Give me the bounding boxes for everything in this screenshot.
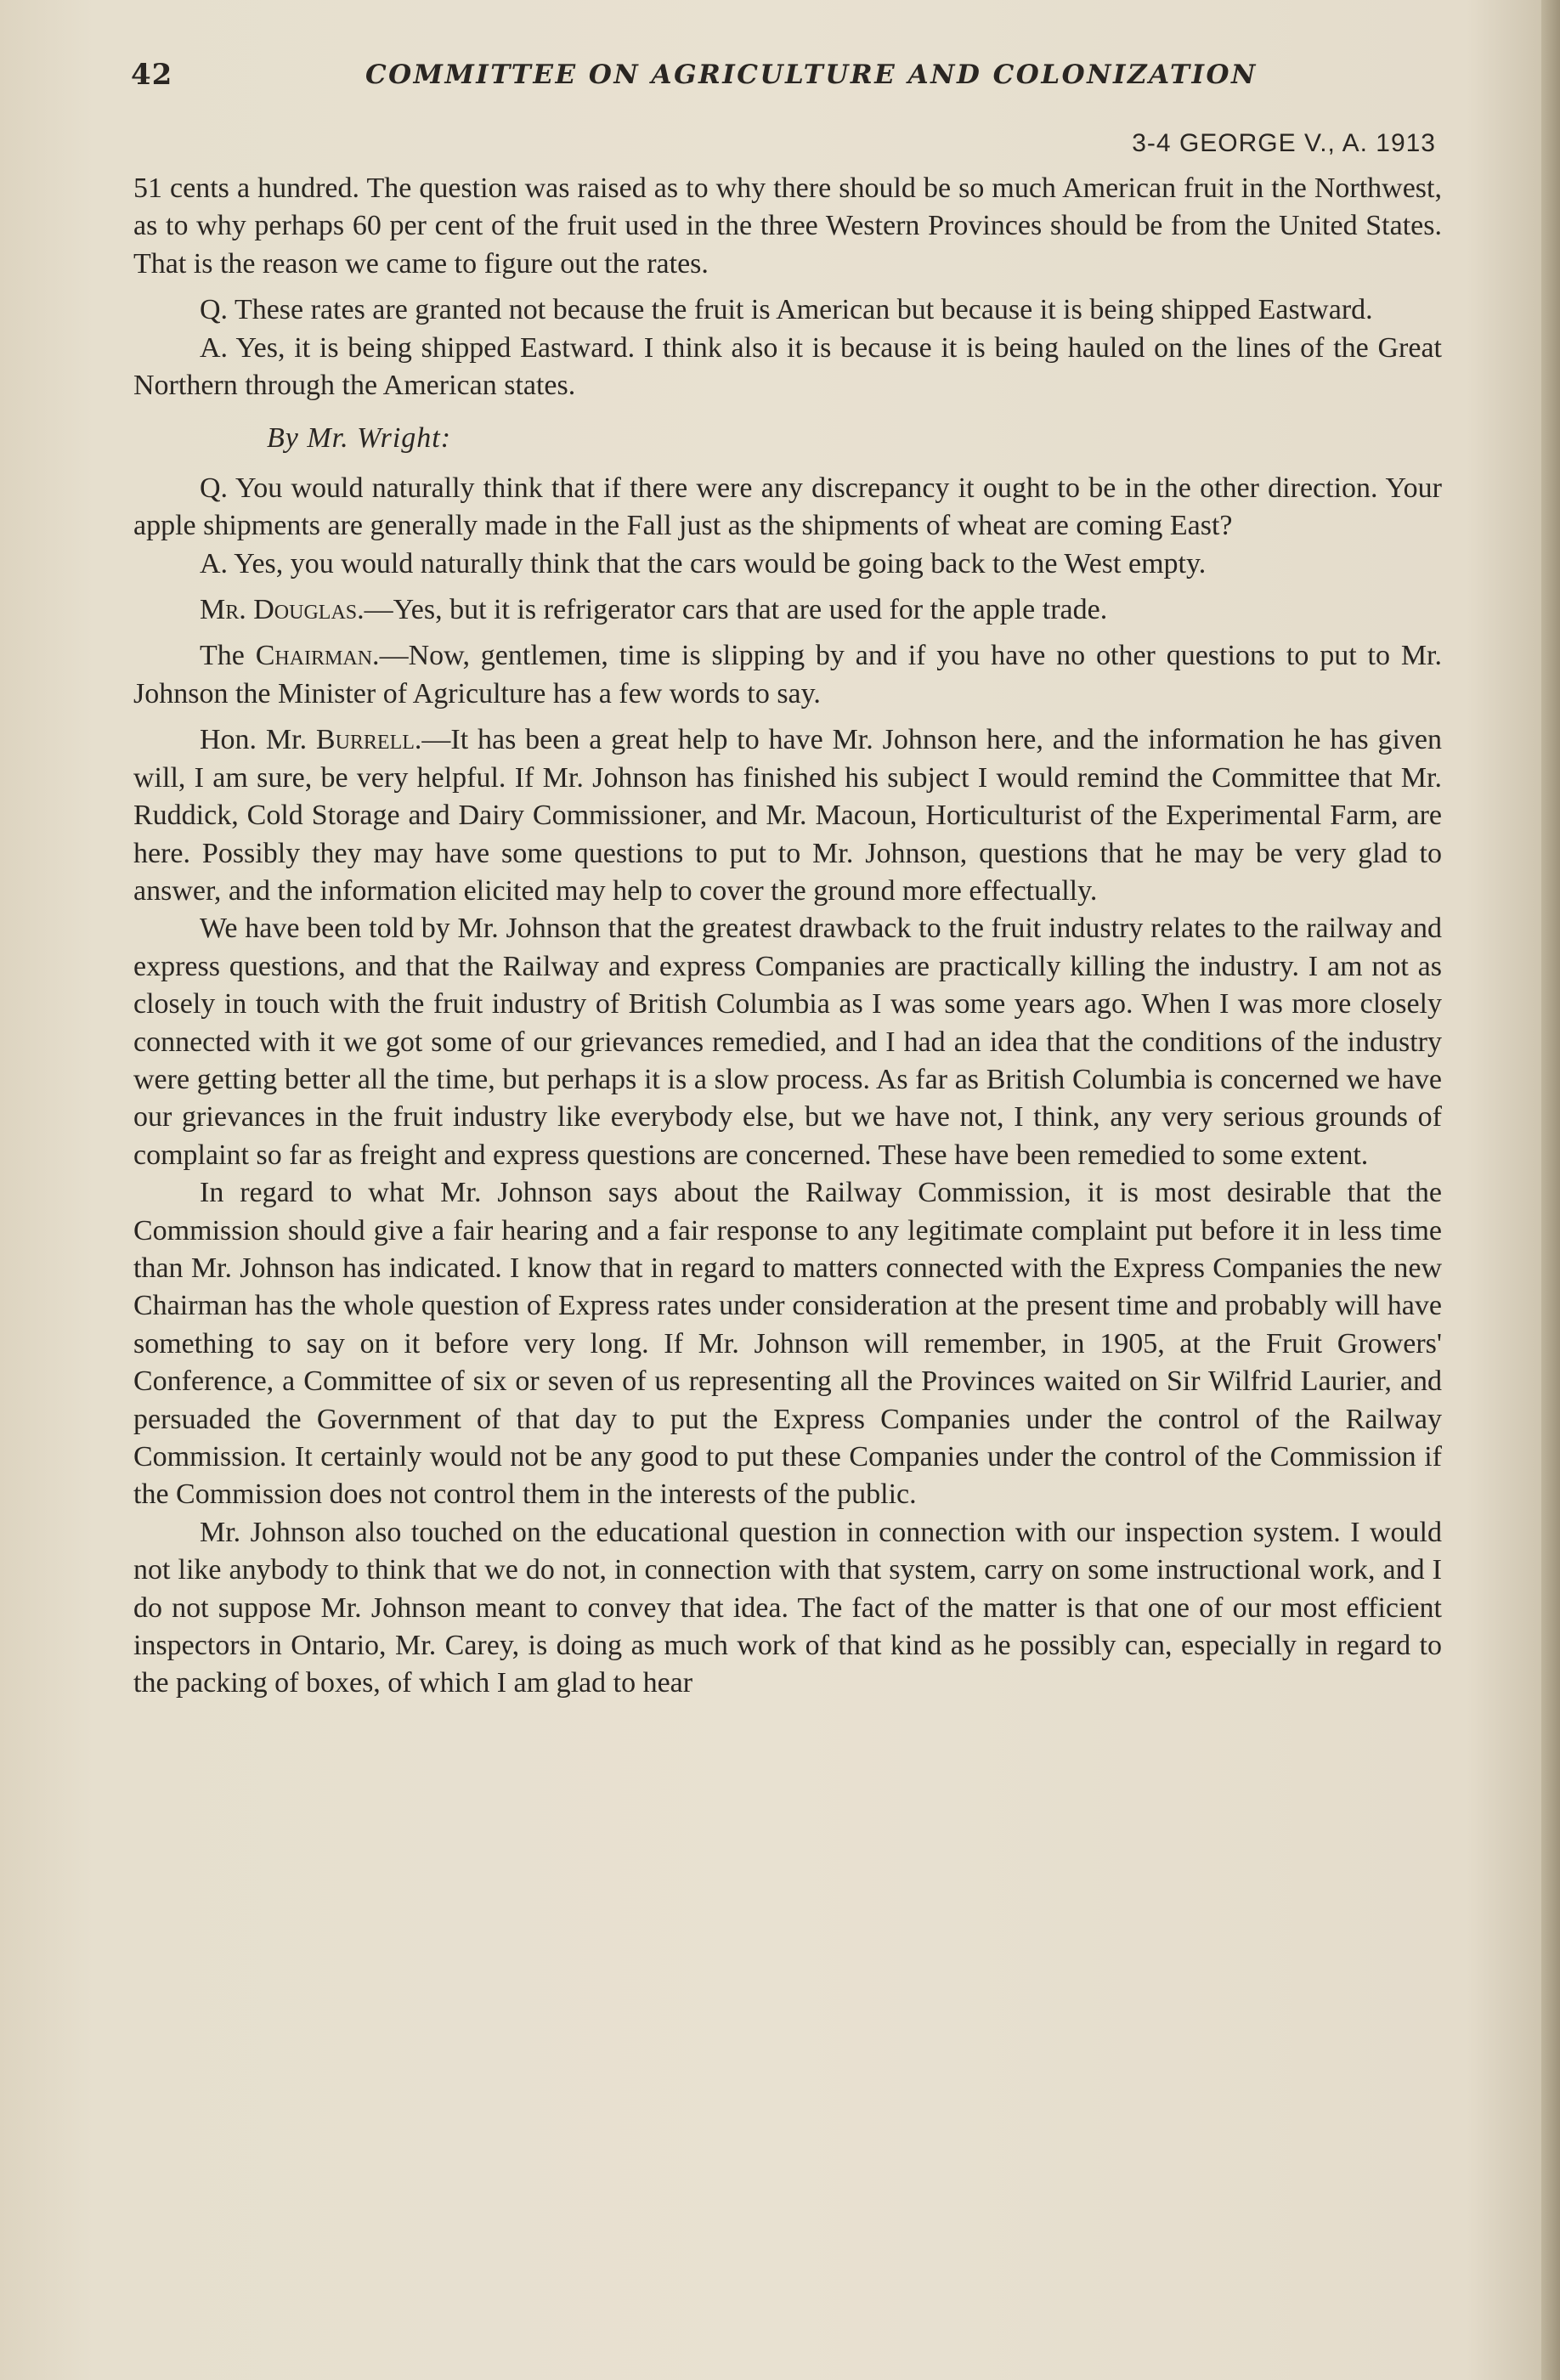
douglas-text: —Yes, but it is refrigerator cars that are used for the apple trade. xyxy=(364,594,1108,626)
speaker-burrell: Burrell. xyxy=(315,724,422,756)
speaker-chairman: Chairman. xyxy=(255,640,380,672)
chairman-remark xyxy=(133,637,1442,713)
page-header xyxy=(127,53,1444,95)
paragraph-drawback: We have been told by Mr. Johnson that the greatest drawback to the fruit industry relates to the railway and express questions, and that the Railway and express Companies are practically killing the industry. I am not as closely in touch with the fruit industry of British Columbia as I was some years ago. When I was more closely connected with it we got some of our grievances remedied, and I had an idea that the conditions of the industry were getting better all the time, but perhaps it is a slow process. As far as British Columbia is concerned we have our grievances in the fruit industry like everybody else, but we have not, I think, any very serious grounds of complaint so far as freight and express questions are concerned. These have been remedied to some extent. xyxy=(133,913,1442,1171)
speaker-douglas: Mr. Douglas. xyxy=(200,594,365,626)
chairman-prefix: The xyxy=(200,640,256,672)
douglas-remark xyxy=(133,591,1442,629)
page-body xyxy=(133,170,1442,1703)
burrell-prefix: Hon. Mr. xyxy=(200,724,316,756)
answer-1: A. Yes, it is being shipped Eastward. I think also it is because it is being hauled on the lines of the Great Northern through the American states. xyxy=(133,331,1442,402)
burrell-text: —It has been a great help to have Mr. Johnson here, and the information he has given will, I am sure, be very helpful. If Mr. Johnson has finished his subject I would remind the Committee that Mr. Ruddick, Cold Storage and Dairy Commissioner, and Mr. Macoun, Horticulturist of the Experimental Farm, are here. Possibly they may have some questions to put to Mr. Johnson, questions that he may be very glad to answer, and the information elicited may help to cover the ground more effectually. xyxy=(133,724,1442,907)
chairman-text: —Now, gentlemen, time is slipping by and if you have no other questions to put to Mr. Johnson the Minister of Agriculture has a few words to say. xyxy=(133,640,1442,709)
question-2: Q. You would naturally think that if there were any discrepancy it ought to be in the other direction. Your apple shipments are generally made in the Fall just as the shipments of wheat are coming East? xyxy=(133,472,1442,542)
answer-2: A. Yes, you would naturally think that the cars would be going back to the West empty. xyxy=(200,547,1207,579)
paragraph-continued: 51 cents a hundred. The question was raised as to why there should be so much American fruit in the Northwest, as to why perhaps 60 per cent of the fruit used in the three Western Provinces should be from the United States. That is the reason we came to figure out the rates. xyxy=(133,172,1442,280)
page-number: 42 xyxy=(131,58,173,92)
paragraph-educational: Mr. Johnson also touched on the educational question in connection with our inspection system. I would not like anybody to think that we do not, in connection with that system, carry on some instructional work, and I do not suppose Mr. Johnson meant to convey that idea. The fact of the matter is that one of our most efficient inspectors in Ontario, Mr. Carey, is doing as much work of that kind as he possibly can, especially in regard to the packing of boxes, of which I am glad to hear xyxy=(133,1516,1442,1699)
running-title: COMMITTEE ON AGRICULTURE AND COLONIZATION xyxy=(365,59,1258,90)
book-spine-shadow xyxy=(1541,0,1560,2380)
burrell-remark xyxy=(133,721,1442,910)
section-heading: By Mr. Wright: xyxy=(267,422,452,455)
paragraph-railway-commission: In regard to what Mr. Johnson says about the Railway Commission, it is most desirable that the Commission should give a fair hearing and a fair response to any legitimate complaint put before it in less time than Mr. Johnson has indicated. I know that in regard to matters connected with the Express Companies the new Chairman has the whole question of Express rates under consideration at the present time and probably will have something to say on it before very long. If Mr. Johnson will remember, in 1905, at the Fruit Growers' Conference, a Committee of six or seven of us representing all the Provinces waited on Sir Wilfrid Laurier, and persuaded the Government of that day to put the Express Companies under the control of the Railway Commission. It certainly would not be any good to put these Companies under the control of the Commission if the Commission does not control them in the interests of the public. xyxy=(133,1177,1442,1511)
session-reference: 3-4 GEORGE V., A. 1913 xyxy=(1132,129,1436,157)
question-1: Q. These rates are granted not because the fruit is American but because it is being shipped Eastward. xyxy=(200,294,1373,326)
